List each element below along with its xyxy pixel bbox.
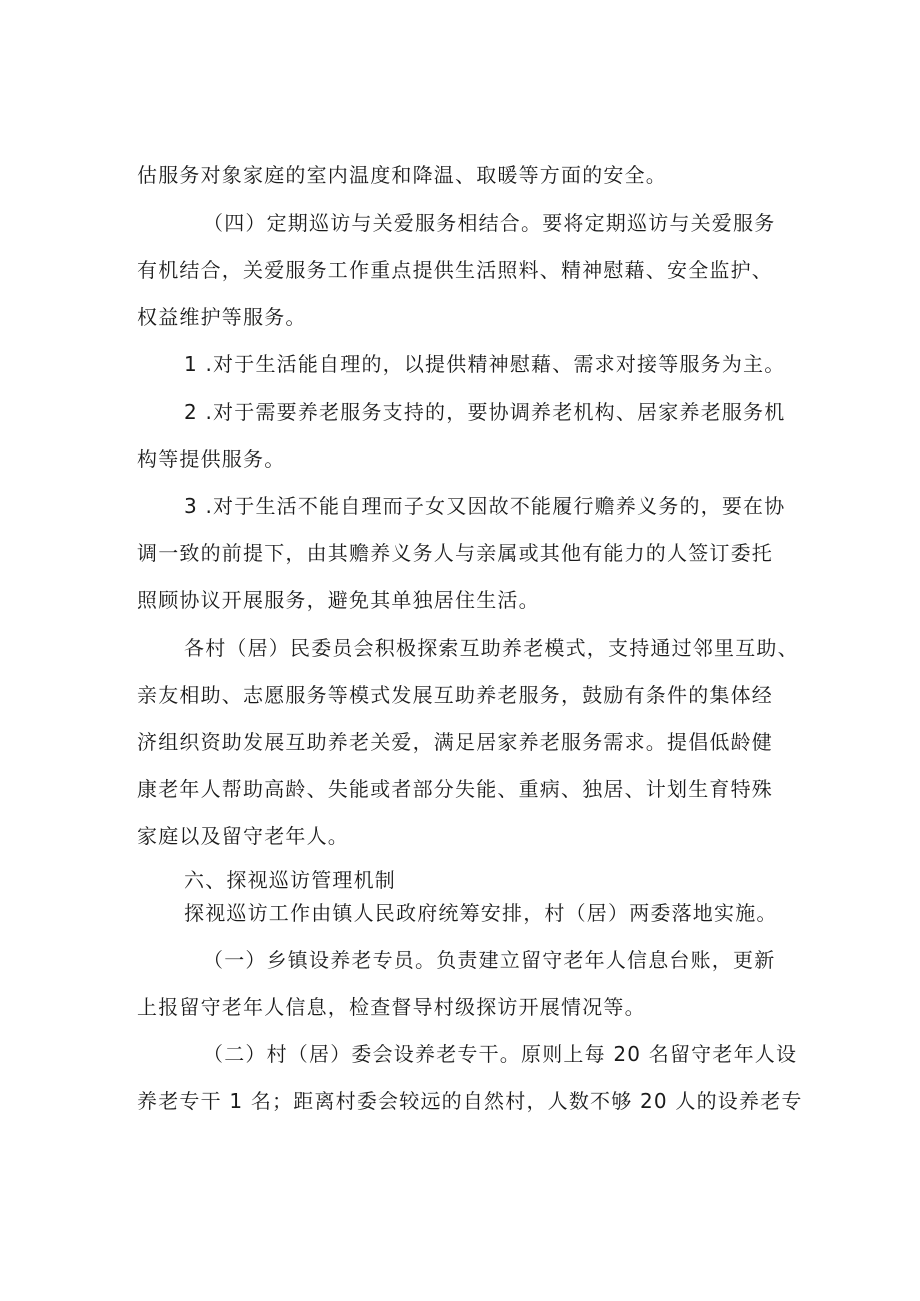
body-text-line: 权益维护等服务。 xyxy=(137,305,307,329)
paragraph-start-line: 各村（居）民委员会积极探索互助养老模式，支持通过邻里互助、 xyxy=(184,636,799,660)
body-text-line: 调一致的前提下，由其赡养义务人与亲属或其他有能力的人签订委托 xyxy=(137,541,773,565)
numbered-item-line: 1 .对于生活能自理的，以提供精神慰藉、需求对接等服务为主。 xyxy=(184,352,786,376)
body-text-line: 估服务对象家庭的室内温度和降温、取暖等方面的安全。 xyxy=(137,163,667,187)
subsection-heading-line: （一）乡镇设养老专员。负责建立留守老年人信息台账，更新 xyxy=(203,948,776,972)
subsection-heading-line: （二）村（居）委会设养老专干。原则上每 20 名留守老年人设 xyxy=(203,1042,798,1066)
numbered-item-line: 2 .对于需要养老服务支持的，要协调养老机构、居家养老服务机 xyxy=(184,400,786,424)
body-text-line: 有机结合，关爱服务工作重点提供生活照料、精神慰藉、安全监护、 xyxy=(137,258,773,282)
body-text-line: 养老专干 1 名；距离村委会较远的自然村，人数不够 20 人的设养老专 xyxy=(137,1089,803,1113)
section-heading: 六、探视巡访管理机制 xyxy=(184,868,396,892)
numbered-item-line: 3 .对于生活不能自理而子女又因故不能履行赡养义务的，要在协 xyxy=(184,494,786,518)
body-text-line: 家庭以及留守老年人。 xyxy=(137,824,349,848)
body-text-line: 康老年人帮助高龄、失能或者部分失能、重病、独居、计划生育特殊 xyxy=(137,777,773,801)
body-text-line: 上报留守老年人信息，检查督导村级探访开展情况等。 xyxy=(137,995,646,1019)
body-text-line: 构等提供服务。 xyxy=(137,447,286,471)
body-text-line: 亲友相助、志愿服务等模式发展互助养老服务，鼓励有条件的集体经 xyxy=(137,683,773,707)
body-text-line: 照顾协议开展服务，避免其单独居住生活。 xyxy=(137,588,540,612)
body-text-line: 济组织资助发展互助养老关爱，满足居家养老服务需求。提倡低龄健 xyxy=(137,730,773,754)
section-heading-line: （四）定期巡访与关爱服务相结合。要将定期巡访与关爱服务 xyxy=(203,211,776,235)
paragraph-start-line: 探视巡访工作由镇人民政府统筹安排，村（居）两委落地实施。 xyxy=(184,901,778,925)
